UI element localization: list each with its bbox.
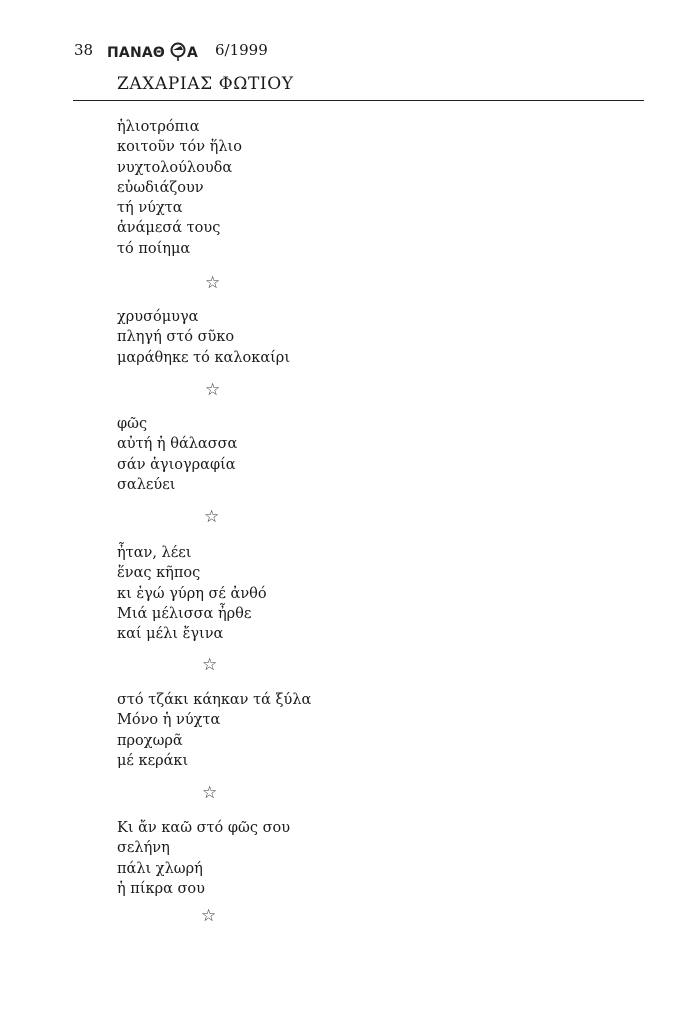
svg-text:ΠΑΝΑΘ: ΠΑΝΑΘ <box>107 45 166 61</box>
star-separator-icon: ☆ <box>202 655 218 675</box>
star-separator-icon: ☆ <box>201 906 217 926</box>
issue-date: 6/1999 <box>215 41 268 59</box>
verse-line: πληγή στό σῦκο <box>117 329 235 346</box>
verse-line: σαλεύει <box>117 476 176 493</box>
verse-line: χρυσόμυγα <box>117 309 199 325</box>
verse-line: ἦταν, λέει <box>117 545 192 561</box>
journal-logo <box>107 38 209 62</box>
star-separator-icon: ☆ <box>202 783 218 803</box>
verse-line: ἕνας κῆπος <box>117 565 201 582</box>
verse-line: Κι ἄν καῶ στό φῶς σου <box>117 820 291 836</box>
author-name: ΖΑΧΑΡΙΑΣ ΦΩΤΙΟΥ <box>117 74 294 94</box>
verse-line: Μόνο ἡ νύχτα <box>117 712 221 729</box>
verse-line: φῶς <box>117 416 148 432</box>
stanza <box>117 818 290 899</box>
verse-line: εὐωδιάζουν <box>117 179 204 196</box>
verse-line: ἡλιοτρόπια <box>117 119 200 135</box>
athena-head-icon <box>172 44 185 62</box>
star-separator-icon: ☆ <box>205 380 221 400</box>
page-number: 38 <box>74 41 94 59</box>
stanza <box>117 307 290 368</box>
verse-line: στό τζάκι κάηκαν τά ξύλα <box>117 692 312 708</box>
verse-line: κοιτοῦν τόν ἥλιο <box>117 139 242 156</box>
verse-line: κι ἐγώ γύρη σέ ἀνθό <box>117 585 267 602</box>
stanza <box>117 543 267 644</box>
verse-line: νυχτολούλουδα <box>117 159 233 176</box>
star-separator-icon: ☆ <box>204 507 220 527</box>
verse-line: Μιά μέλισσα ἦρθε <box>117 605 252 622</box>
verse-line: ἀνάμεσά τους <box>117 220 221 237</box>
star-separator-icon: ☆ <box>205 273 221 293</box>
header-rule <box>73 100 644 101</box>
verse-line: αὐτή ἡ θάλασσα <box>117 436 238 453</box>
verse-line: καί μέλι ἔγινα <box>117 626 224 643</box>
stanza <box>117 117 242 259</box>
verse-line: σελήνη <box>117 840 170 857</box>
verse-line: τή νύχτα <box>117 200 183 217</box>
stanza <box>117 690 311 771</box>
verse-line: πάλι χλωρή <box>117 860 203 877</box>
verse-line: μέ κεράκι <box>117 752 189 769</box>
verse-line: τό ποίημα <box>117 240 191 257</box>
verse-line: μαράθηκε τό καλοκαίρι <box>117 349 291 366</box>
stanza <box>117 414 237 495</box>
verse-line: ἡ πίκρα σου <box>117 880 205 897</box>
verse-line: προχωρᾶ <box>117 732 183 749</box>
svg-text:Α: Α <box>187 45 198 61</box>
verse-line: σάν ἁγιογραφία <box>117 456 236 473</box>
running-header <box>74 38 634 62</box>
